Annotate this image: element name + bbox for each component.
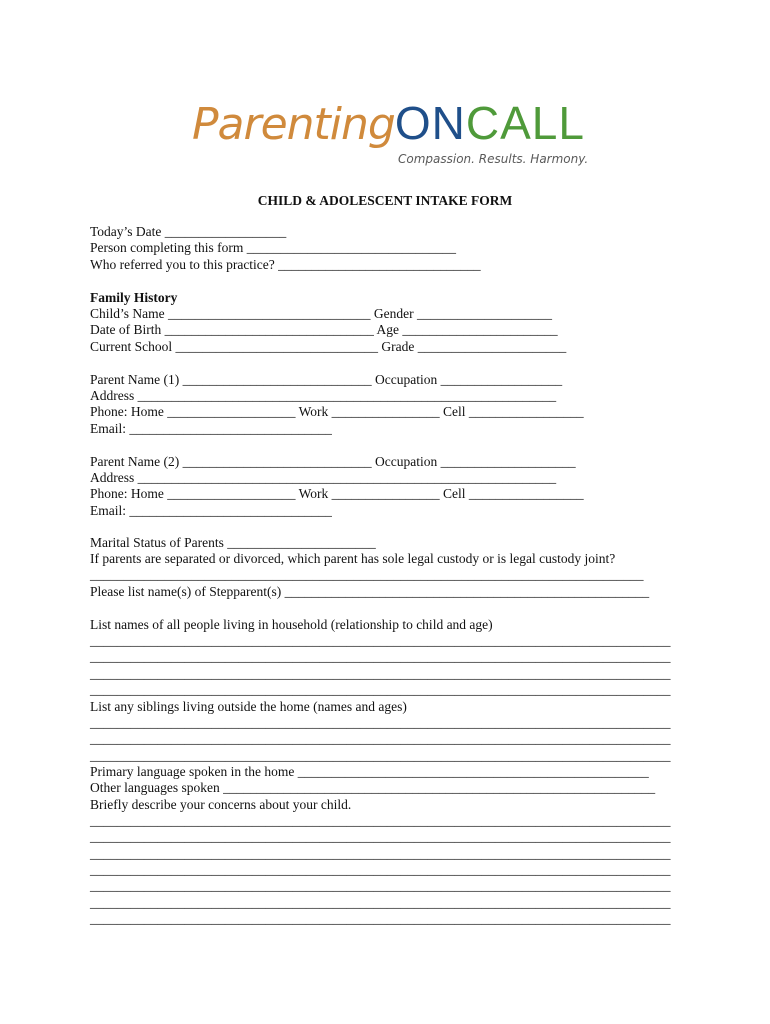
concerns-label: Briefly describe your concerns about your child. <box>90 797 352 812</box>
household-answer-line[interactable]: ______________________________________________________________________________________ <box>90 633 671 648</box>
parent2-phone-field[interactable]: Phone: Home ___________________ Work ________________ Cell _________________ <box>90 486 584 501</box>
logo-tagline: Compassion. Results. Harmony. <box>398 152 589 166</box>
stepparents-field[interactable]: Please list name(s) of Stepparent(s) ______________________________________________________ <box>90 584 650 599</box>
concerns-answer-line[interactable]: ______________________________________________________________________________________ <box>90 895 671 910</box>
concerns-answer-line[interactable]: ______________________________________________________________________________________ <box>90 813 671 828</box>
custody-question: If parents are separated or divorced, which parent has sole legal custody or is legal custody joint? <box>90 551 616 566</box>
siblings-answer-line[interactable]: ______________________________________________________________________________________ <box>90 715 671 730</box>
logo-word-parenting: Parenting <box>192 99 395 150</box>
concerns-answer-line[interactable]: ______________________________________________________________________________________ <box>90 829 671 844</box>
parent2-name-occupation-field[interactable]: Parent Name (2) ____________________________ Occupation ____________________ <box>90 454 576 469</box>
household-members-label: List names of all people living in household (relationship to child and age) <box>90 617 493 632</box>
child-name-gender-field[interactable]: Child’s Name ______________________________ Gender ____________________ <box>90 306 552 321</box>
parent1-name-occupation-field[interactable]: Parent Name (1) ____________________________ Occupation __________________ <box>90 372 563 387</box>
logo-wordmark <box>192 97 585 150</box>
person-completing-field[interactable]: Person completing this form _______________________________ <box>90 240 456 255</box>
parenting-on-call-logo <box>192 97 589 172</box>
siblings-outside-label: List any siblings living outside the home (names and ages) <box>90 699 407 714</box>
parent1-email-field[interactable]: Email: ______________________________ <box>90 421 332 436</box>
dob-age-field[interactable]: Date of Birth _______________________________ Age _______________________ <box>90 322 558 337</box>
custody-answer-line[interactable]: __________________________________________________________________________________ <box>90 567 644 582</box>
siblings-answer-line[interactable]: ______________________________________________________________________________________ <box>90 748 671 763</box>
todays-date-field[interactable]: Today’s Date __________________ <box>90 224 287 239</box>
household-answer-line[interactable]: ______________________________________________________________________________________ <box>90 649 671 664</box>
primary-language-field[interactable]: Primary language spoken in the home ____________________________________________________ <box>90 764 649 779</box>
concerns-answer-line[interactable]: ______________________________________________________________________________________ <box>90 846 671 861</box>
logo-word-call: CALL <box>465 97 585 149</box>
parent1-address-field[interactable]: Address ______________________________________________________________ <box>90 388 557 403</box>
parent2-email-field[interactable]: Email: ______________________________ <box>90 503 332 518</box>
logo-word-on: ON <box>394 97 466 149</box>
school-grade-field[interactable]: Current School ______________________________ Grade ______________________ <box>90 339 567 354</box>
household-answer-line[interactable]: ______________________________________________________________________________________ <box>90 666 671 681</box>
concerns-answer-line[interactable]: ______________________________________________________________________________________ <box>90 862 671 877</box>
form-title: CHILD & ADOLESCENT INTAKE FORM <box>257 193 513 208</box>
siblings-answer-line[interactable]: ______________________________________________________________________________________ <box>90 731 671 746</box>
parent1-phone-field[interactable]: Phone: Home ___________________ Work ________________ Cell _________________ <box>90 404 584 419</box>
other-languages-field[interactable]: Other languages spoken ________________________________________________________________ <box>90 780 656 795</box>
referred-by-field[interactable]: Who referred you to this practice? ______________________________ <box>90 257 481 272</box>
parent2-address-field[interactable]: Address ______________________________________________________________ <box>90 470 557 485</box>
concerns-answer-line[interactable]: ______________________________________________________________________________________ <box>90 911 671 926</box>
marital-status-field[interactable]: Marital Status of Parents ______________________ <box>90 535 376 550</box>
household-answer-line[interactable]: ______________________________________________________________________________________ <box>90 682 671 697</box>
concerns-answer-line[interactable]: ______________________________________________________________________________________ <box>90 878 671 893</box>
family-history-heading: Family History <box>90 290 178 305</box>
